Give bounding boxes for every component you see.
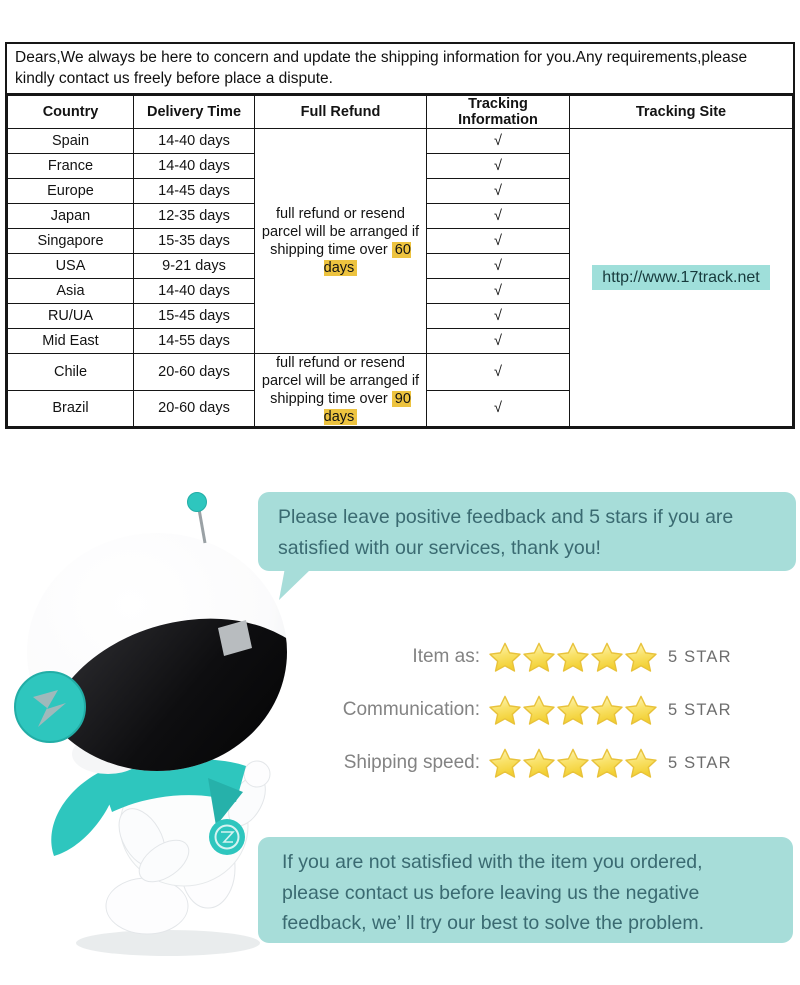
column-header-tracking-information: Tracking Information (427, 96, 570, 129)
bubble-line: feedback, we’ ll try our best to solve the problem. (282, 912, 704, 934)
country-cell: Chile (8, 354, 134, 391)
five-star-rating (489, 748, 657, 778)
country-cell: Spain (8, 129, 134, 154)
star-icon (625, 695, 657, 725)
bubble-line: satisfied with our services, thank you! (278, 536, 601, 559)
tracking-site-cell (570, 129, 793, 427)
rating-row-item-as (330, 639, 770, 675)
robot-antenna-ball (188, 493, 207, 512)
dispute-warning-bubble (258, 837, 793, 943)
star-icon (557, 695, 589, 725)
delivery-time-cell: 20-60 days (134, 354, 255, 391)
star-icon (523, 642, 555, 672)
country-cell: USA (8, 254, 134, 279)
five-star-rating (489, 695, 657, 725)
country-cell: France (8, 154, 134, 179)
table-header-row (8, 96, 793, 129)
full-refund-cell-60-days (255, 129, 427, 354)
rating-label: Item as: (412, 646, 480, 667)
star-icon (591, 695, 623, 725)
column-header-tracking-site: Tracking Site (570, 96, 793, 129)
delivery-time-cell: 14-40 days (134, 154, 255, 179)
tracking-checkmark: √ (427, 390, 570, 427)
star-icon (489, 748, 521, 778)
column-header-full-refund: Full Refund (255, 96, 427, 129)
star-icon (523, 695, 555, 725)
star-icon (489, 695, 521, 725)
bubble-line: Please leave positive feedback and 5 stars if you are (278, 506, 734, 528)
star-icon (591, 642, 623, 672)
rating-label: Communication: (342, 699, 480, 720)
refund-highlight-90-days: 90 days (323, 391, 411, 425)
country-cell: Brazil (8, 390, 134, 427)
delivery-time-cell: 12-35 days (134, 204, 255, 229)
delivery-time-cell: 14-45 days (134, 179, 255, 204)
refund-text: full refund or resend parcel will be arranged if shipping time over (261, 355, 420, 407)
star-icon (489, 642, 521, 672)
country-cell: Asia (8, 279, 134, 304)
shipping-table (7, 95, 793, 427)
tracking-checkmark: √ (427, 279, 570, 304)
feedback-request-bubble (258, 492, 796, 571)
rating-row-communication (330, 692, 770, 728)
tracking-checkmark: √ (427, 354, 570, 391)
bubble-line: If you are not satisfied with the item you ordered, (282, 851, 703, 873)
star-icon (591, 748, 623, 778)
bubble-line: please contact us before leaving us the negative (282, 881, 700, 904)
delivery-time-cell: 9-21 days (134, 254, 255, 279)
seller-notice-text: Dears,We always be here to concern and update the shipping information for you.Any requirements,please kindly contact us freely before place a dispute. (7, 44, 793, 95)
star-icon (557, 748, 589, 778)
star-icon (625, 642, 657, 672)
refund-text: full refund or resend parcel will be arranged if shipping time over (261, 206, 420, 258)
tracking-checkmark: √ (427, 154, 570, 179)
tracking-checkmark: √ (427, 204, 570, 229)
rating-label: Shipping speed: (343, 752, 480, 773)
star-icon (557, 642, 589, 672)
shipping-info-sheet (5, 42, 795, 429)
delivery-time-cell: 15-45 days (134, 304, 255, 329)
star-icon (625, 748, 657, 778)
full-refund-cell-90-days (255, 354, 427, 427)
country-cell: RU/UA (8, 304, 134, 329)
refund-highlight-60-days: 60 days (323, 242, 411, 276)
tracking-checkmark: √ (427, 304, 570, 329)
country-cell: Mid East (8, 329, 134, 354)
delivery-time-cell: 14-40 days (134, 279, 255, 304)
country-cell: Europe (8, 179, 134, 204)
star-icon (523, 748, 555, 778)
tracking-checkmark: √ (427, 254, 570, 279)
column-header-delivery-time: Delivery Time (134, 96, 255, 129)
robot-antenna (199, 509, 205, 543)
tracking-checkmark: √ (427, 329, 570, 354)
delivery-time-cell: 15-35 days (134, 229, 255, 254)
tracking-checkmark: √ (427, 129, 570, 154)
rating-suffix: 5 STAR (668, 700, 732, 719)
delivery-time-cell: 14-55 days (134, 329, 255, 354)
rating-suffix: 5 STAR (668, 753, 732, 772)
country-cell: Japan (8, 204, 134, 229)
delivery-time-cell: 20-60 days (134, 390, 255, 427)
rating-summary (330, 639, 770, 798)
robot-ear (15, 672, 85, 742)
tracking-checkmark: √ (427, 179, 570, 204)
country-cell: Singapore (8, 229, 134, 254)
column-header-country: Country (8, 96, 134, 129)
rating-row-shipping-speed (330, 745, 770, 781)
table-row (8, 129, 793, 154)
five-star-rating (489, 642, 657, 672)
robot-chest-badge (209, 819, 245, 855)
tracking-site-url[interactable]: http://www.17track.net (592, 265, 769, 290)
delivery-time-cell: 14-40 days (134, 129, 255, 154)
tracking-checkmark: √ (427, 229, 570, 254)
robot-shadow (76, 930, 260, 956)
rating-suffix: 5 STAR (668, 647, 732, 666)
